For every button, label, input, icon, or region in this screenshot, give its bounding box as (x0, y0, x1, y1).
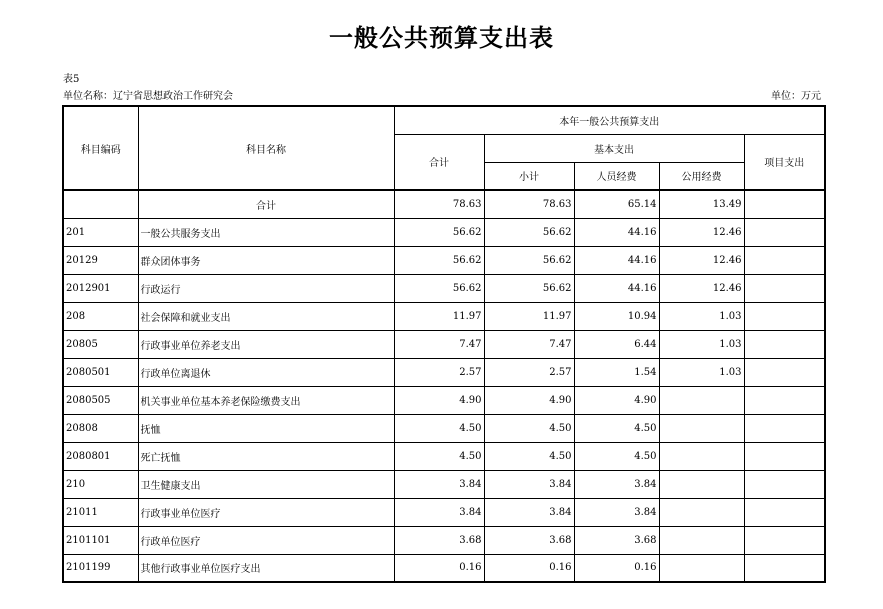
cell-project (744, 554, 825, 582)
cell-subtotal: 56.62 (484, 274, 574, 302)
cell-public: 12.46 (659, 218, 744, 246)
cell-name: 行政事业单位医疗 (138, 498, 394, 526)
cell-total: 3.84 (394, 470, 484, 498)
table-row (63, 414, 825, 442)
table-row (63, 358, 825, 386)
cell-name: 卫生健康支出 (138, 470, 394, 498)
table-row (63, 274, 825, 302)
cell-code: 2080501 (63, 358, 138, 386)
cell-code (63, 190, 138, 218)
table-row (63, 190, 825, 218)
cell-public: 12.46 (659, 274, 744, 302)
table-row (63, 498, 825, 526)
header-subtotal: 小计 (484, 162, 574, 190)
cell-personnel: 3.84 (574, 498, 659, 526)
cell-name: 社会保障和就业支出 (138, 302, 394, 330)
cell-code: 210 (63, 470, 138, 498)
cell-total: 2.57 (394, 358, 484, 386)
cell-total: 0.16 (394, 554, 484, 582)
cell-subtotal: 4.90 (484, 386, 574, 414)
cell-personnel: 4.90 (574, 386, 659, 414)
cell-subtotal: 3.84 (484, 498, 574, 526)
cell-personnel: 0.16 (574, 554, 659, 582)
cell-total: 56.62 (394, 274, 484, 302)
cell-subtotal: 3.84 (484, 470, 574, 498)
cell-name: 群众团体事务 (138, 246, 394, 274)
header-basic: 基本支出 (484, 134, 744, 162)
cell-personnel: 4.50 (574, 442, 659, 470)
cell-subtotal: 56.62 (484, 246, 574, 274)
cell-personnel: 44.16 (574, 274, 659, 302)
cell-total: 78.63 (394, 190, 484, 218)
table-row (63, 330, 825, 358)
table-row (63, 218, 825, 246)
cell-name: 一般公共服务支出 (138, 218, 394, 246)
cell-total: 11.97 (394, 302, 484, 330)
cell-name: 合计 (138, 190, 394, 218)
cell-subtotal: 3.68 (484, 526, 574, 554)
cell-name: 行政事业单位养老支出 (138, 330, 394, 358)
cell-code: 20129 (63, 246, 138, 274)
cell-public (659, 470, 744, 498)
cell-public (659, 442, 744, 470)
cell-project (744, 274, 825, 302)
table-row (63, 386, 825, 414)
cell-personnel: 44.16 (574, 218, 659, 246)
cell-subtotal: 56.62 (484, 218, 574, 246)
table-row (63, 554, 825, 582)
cell-public: 1.03 (659, 330, 744, 358)
cell-personnel: 10.94 (574, 302, 659, 330)
cell-code: 201 (63, 218, 138, 246)
cell-public: 13.49 (659, 190, 744, 218)
cell-personnel: 6.44 (574, 330, 659, 358)
cell-name: 死亡抚恤 (138, 442, 394, 470)
cell-name: 机关事业单位基本养老保险缴费支出 (138, 386, 394, 414)
cell-project (744, 442, 825, 470)
cell-code: 2080801 (63, 442, 138, 470)
header-current-year: 本年一般公共预算支出 (394, 106, 825, 134)
cell-subtotal: 0.16 (484, 554, 574, 582)
header-code: 科目编码 (63, 106, 138, 190)
header-name: 科目名称 (138, 106, 394, 190)
table-row (63, 246, 825, 274)
cell-project (744, 302, 825, 330)
table-row (63, 526, 825, 554)
cell-total: 4.90 (394, 386, 484, 414)
cell-subtotal: 7.47 (484, 330, 574, 358)
cell-public: 1.03 (659, 302, 744, 330)
cell-name: 行政单位医疗 (138, 526, 394, 554)
cell-code: 20808 (63, 414, 138, 442)
table-number: 表5 (63, 74, 80, 85)
cell-subtotal: 78.63 (484, 190, 574, 218)
cell-personnel: 65.14 (574, 190, 659, 218)
cell-total: 7.47 (394, 330, 484, 358)
table-row (63, 442, 825, 470)
cell-project (744, 470, 825, 498)
cell-project (744, 218, 825, 246)
cell-project (744, 498, 825, 526)
cell-public (659, 526, 744, 554)
cell-subtotal: 2.57 (484, 358, 574, 386)
cell-name: 行政运行 (138, 274, 394, 302)
cell-project (744, 526, 825, 554)
budget-table (62, 105, 826, 583)
cell-personnel: 3.68 (574, 526, 659, 554)
cell-total: 56.62 (394, 218, 484, 246)
header-public: 公用经费 (659, 162, 744, 190)
cell-project (744, 358, 825, 386)
table-body (63, 190, 825, 582)
cell-code: 2012901 (63, 274, 138, 302)
cell-public (659, 414, 744, 442)
cell-public: 12.46 (659, 246, 744, 274)
cell-code: 20805 (63, 330, 138, 358)
cell-name: 抚恤 (138, 414, 394, 442)
cell-code: 2080505 (63, 386, 138, 414)
table-row (63, 470, 825, 498)
header-total: 合计 (394, 134, 484, 190)
cell-personnel: 44.16 (574, 246, 659, 274)
cell-public (659, 386, 744, 414)
cell-name: 其他行政事业单位医疗支出 (138, 554, 394, 582)
cell-total: 3.84 (394, 498, 484, 526)
table-header (63, 106, 825, 190)
cell-project (744, 330, 825, 358)
cell-total: 4.50 (394, 414, 484, 442)
cell-subtotal: 4.50 (484, 442, 574, 470)
cell-name: 行政单位离退休 (138, 358, 394, 386)
cell-public (659, 498, 744, 526)
cell-project (744, 190, 825, 218)
cell-total: 4.50 (394, 442, 484, 470)
page-title: 一般公共预算支出表 (329, 23, 554, 52)
cell-personnel: 4.50 (574, 414, 659, 442)
cell-project (744, 414, 825, 442)
header-personnel: 人员经费 (574, 162, 659, 190)
cell-total: 56.62 (394, 246, 484, 274)
cell-code: 21011 (63, 498, 138, 526)
cell-subtotal: 11.97 (484, 302, 574, 330)
cell-code: 2101199 (63, 554, 138, 582)
cell-public: 1.03 (659, 358, 744, 386)
unit-name: 单位名称：辽宁省思想政治工作研究会 (63, 91, 233, 102)
cell-project (744, 246, 825, 274)
unit-label: 单位：万元 (771, 91, 821, 102)
cell-subtotal: 4.50 (484, 414, 574, 442)
cell-project (744, 386, 825, 414)
cell-personnel: 1.54 (574, 358, 659, 386)
cell-personnel: 3.84 (574, 470, 659, 498)
header-project: 项目支出 (744, 134, 825, 190)
cell-public (659, 554, 744, 582)
table-row (63, 302, 825, 330)
cell-code: 2101101 (63, 526, 138, 554)
cell-total: 3.68 (394, 526, 484, 554)
cell-code: 208 (63, 302, 138, 330)
